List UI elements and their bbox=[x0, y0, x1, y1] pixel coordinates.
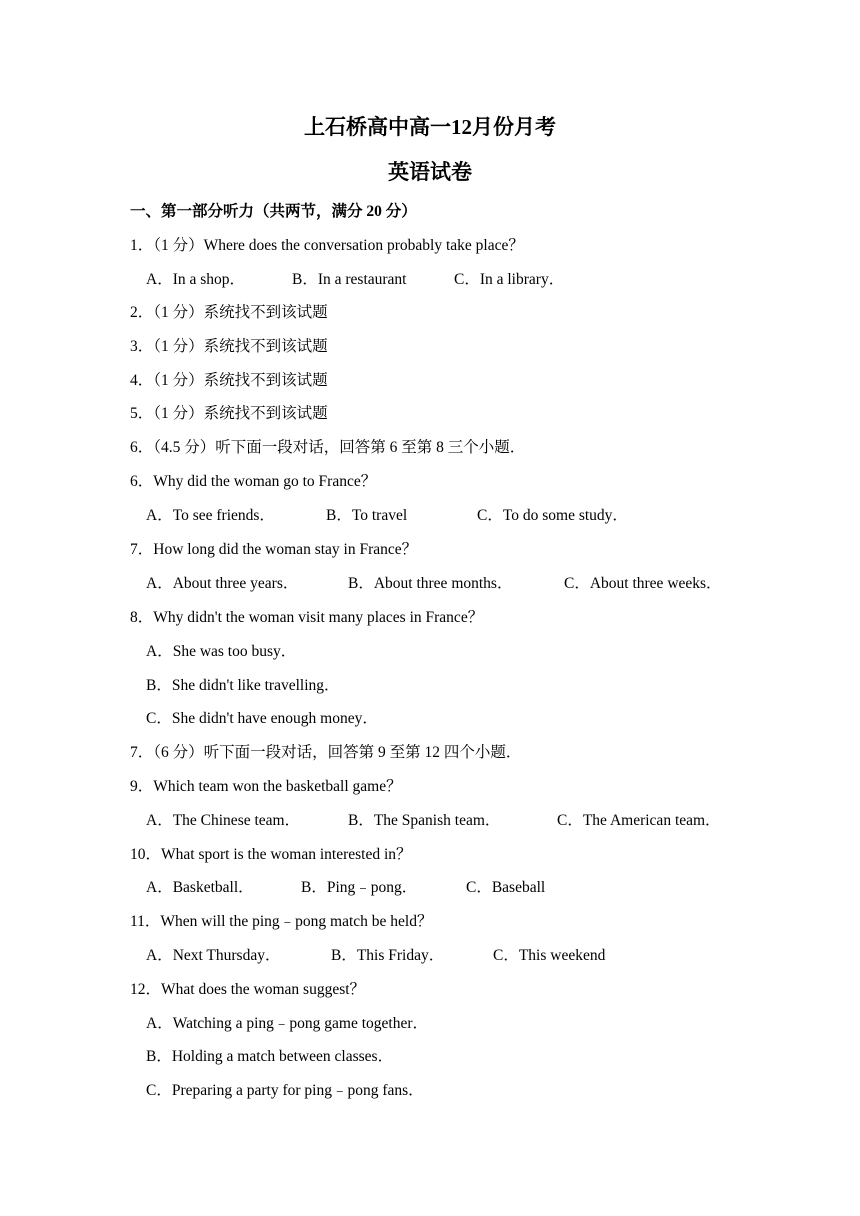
option-c: C．She didn't have enough money． bbox=[146, 710, 378, 727]
option-c: C．In a library． bbox=[454, 271, 565, 288]
option-c: C．Baseball bbox=[466, 879, 546, 896]
question-3: 3．（1 分）系统找不到该试题 bbox=[130, 338, 328, 355]
question-group-intro: 7．（6 分）听下面一段对话，回答第 9 至第 12 四个小题． bbox=[130, 744, 522, 761]
question-10: 10．What sport is the woman interested in？ bbox=[130, 846, 412, 863]
question-4: 4．（1 分）系统找不到该试题 bbox=[130, 372, 328, 389]
option-a: A．In a shop． bbox=[146, 271, 246, 288]
question-7: 7．How long did the woman stay in France？ bbox=[130, 541, 418, 558]
question-9: 9．Which team won the basketball game？ bbox=[130, 778, 402, 795]
option-a: A．Basketball． bbox=[146, 879, 254, 896]
option-c: C．This weekend bbox=[493, 947, 606, 964]
option-b: B．Holding a match between classes． bbox=[146, 1048, 394, 1065]
option-a: A．About three years． bbox=[146, 575, 299, 592]
option-b: B．The Spanish team． bbox=[348, 812, 501, 829]
option-a: A．Watching a ping﹣pong game together． bbox=[146, 1015, 428, 1032]
option-b: B．Ping﹣pong． bbox=[301, 879, 418, 896]
option-a: A．To see friends． bbox=[146, 507, 275, 524]
section-heading: 一、第一部分听力（共两节，满分 20 分） bbox=[130, 203, 417, 220]
question-6: 6．Why did the woman go to France？ bbox=[130, 473, 377, 490]
option-c: C．About three weeks． bbox=[564, 575, 722, 592]
option-c: C．The American team． bbox=[557, 812, 721, 829]
option-a: A．The Chinese team． bbox=[146, 812, 301, 829]
option-c: C．Preparing a party for ping﹣pong fans． bbox=[146, 1082, 424, 1099]
exam-subtitle: 英语试卷 bbox=[388, 160, 472, 184]
option-a: A．Next Thursday． bbox=[146, 947, 281, 964]
question-5: 5．（1 分）系统找不到该试题 bbox=[130, 405, 328, 422]
option-c: C．To do some study． bbox=[477, 507, 628, 524]
option-b: B．This Friday． bbox=[331, 947, 445, 964]
option-b: B．In a restaurant bbox=[292, 271, 407, 288]
question-12: 12．What does the woman suggest？ bbox=[130, 981, 366, 998]
question-1: 1．（1 分）Where does the conversation probably take place？ bbox=[130, 237, 524, 254]
question-2: 2．（1 分）系统找不到该试题 bbox=[130, 304, 328, 321]
question-8: 8．Why didn't the woman visit many places in France？ bbox=[130, 609, 484, 626]
question-11: 11．When will the ping﹣pong match be held？ bbox=[130, 913, 433, 930]
option-b: B．About three months． bbox=[348, 575, 513, 592]
option-b: B．To travel bbox=[326, 507, 408, 524]
question-group-intro: 6．（4.5 分）听下面一段对话，回答第 6 至第 8 三个小题． bbox=[130, 439, 526, 456]
option-a: A．She was too busy． bbox=[146, 643, 297, 660]
option-b: B．She didn't like travelling． bbox=[146, 677, 340, 694]
exam-title: 上石桥高中高一12月份月考 bbox=[304, 115, 556, 139]
